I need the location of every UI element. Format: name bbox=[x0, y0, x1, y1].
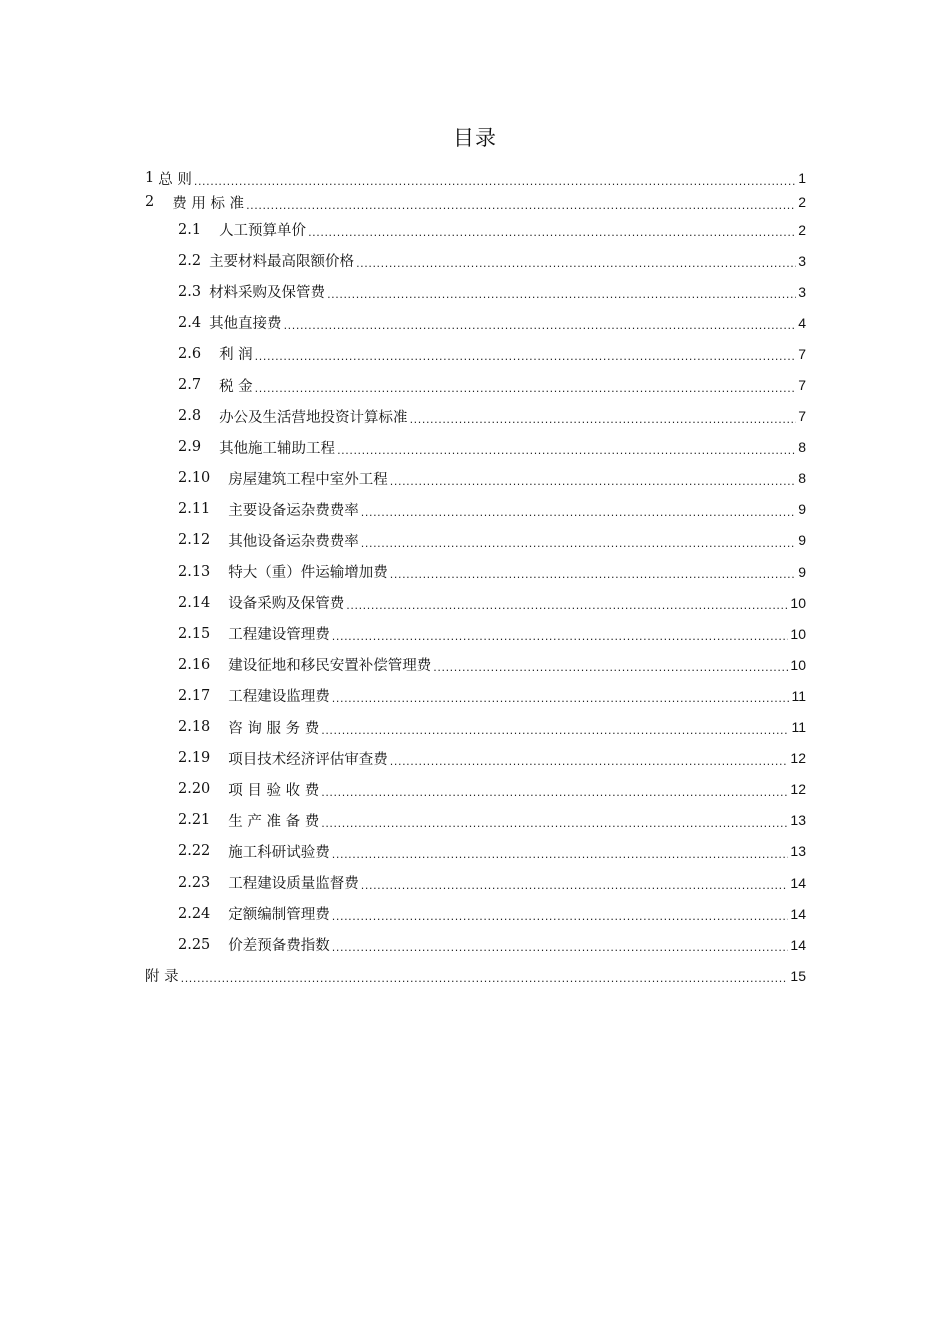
toc-entry-page: 7 bbox=[798, 345, 806, 362]
dot-leader bbox=[332, 911, 789, 922]
toc-entry-label: 施工科研试验费 bbox=[228, 844, 330, 861]
toc-entry-page: 15 bbox=[790, 967, 806, 984]
toc-entry-page: 13 bbox=[790, 843, 806, 860]
toc-entry-label: 办公及生活营地投资计算标准 bbox=[219, 409, 408, 426]
toc-entry[interactable] bbox=[145, 898, 806, 929]
toc-entry-number: 2.20 bbox=[178, 781, 211, 798]
toc-entry[interactable] bbox=[145, 307, 806, 338]
toc-entry-label: 特大（重）件运输增加费 bbox=[228, 565, 388, 582]
toc-entry-number: 2.23 bbox=[178, 874, 211, 891]
dot-leader bbox=[308, 227, 796, 238]
toc-entry-page: 7 bbox=[798, 408, 806, 425]
toc-entry-page: 14 bbox=[790, 905, 806, 922]
toc-entry[interactable] bbox=[145, 867, 806, 898]
toc-entry-number: 2.16 bbox=[178, 656, 211, 673]
toc-entry[interactable] bbox=[145, 369, 806, 400]
toc-entry-label: 定额编制管理费 bbox=[228, 907, 330, 924]
toc-entry[interactable] bbox=[145, 525, 806, 556]
toc-entry-label: 主要材料最高限额价格 bbox=[209, 254, 355, 271]
toc-entry-page: 3 bbox=[798, 252, 806, 269]
toc-entry-page: 7 bbox=[798, 377, 806, 394]
toc-entry-page: 11 bbox=[791, 687, 806, 704]
toc-entry-number: 2.8 bbox=[178, 408, 202, 425]
toc-entry-page: 11 bbox=[791, 719, 806, 736]
table-of-contents bbox=[145, 166, 806, 991]
toc-entry-page: 10 bbox=[790, 625, 806, 642]
toc-entry-label: 工程建设管理费 bbox=[228, 627, 330, 644]
toc-entry[interactable] bbox=[145, 401, 806, 432]
toc-entry-number: 2.7 bbox=[178, 377, 202, 394]
dot-leader bbox=[194, 176, 796, 187]
toc-entry-label: 总 则 bbox=[158, 171, 192, 188]
toc-entry[interactable] bbox=[145, 166, 806, 190]
toc-entry-page: 9 bbox=[798, 501, 806, 518]
toc-entry-page: 13 bbox=[790, 812, 806, 829]
toc-entry[interactable] bbox=[145, 338, 806, 369]
toc-entry[interactable] bbox=[145, 680, 806, 711]
toc-entry-page: 12 bbox=[790, 750, 806, 767]
toc-entry[interactable] bbox=[145, 432, 806, 463]
dot-leader bbox=[321, 725, 789, 736]
dot-leader bbox=[410, 414, 796, 425]
toc-entry[interactable] bbox=[145, 929, 806, 960]
toc-entry-page: 9 bbox=[798, 563, 806, 580]
toc-entry[interactable] bbox=[145, 494, 806, 525]
toc-entry-label: 项 目 验 收 费 bbox=[228, 782, 320, 799]
toc-entry-page: 12 bbox=[790, 781, 806, 798]
toc-entry-number: 2.17 bbox=[178, 687, 211, 704]
toc-entry-number: 2.1 bbox=[178, 221, 202, 238]
toc-entry-page: 3 bbox=[798, 283, 806, 300]
toc-entry[interactable] bbox=[145, 712, 806, 743]
toc-entry-page: 14 bbox=[790, 936, 806, 953]
toc-entry-number: 2.9 bbox=[178, 439, 202, 456]
toc-entry-label: 工程建设监理费 bbox=[228, 689, 330, 706]
toc-entry-number: 2.24 bbox=[178, 905, 211, 922]
toc-entry-number: 2.18 bbox=[178, 719, 211, 736]
toc-entry-number: 2.2 bbox=[178, 252, 202, 269]
dot-leader bbox=[361, 538, 796, 549]
toc-entry-label: 咨 询 服 务 费 bbox=[228, 720, 320, 737]
dot-leader bbox=[361, 880, 789, 891]
toc-entry-label: 建设征地和移民安置补偿管理费 bbox=[228, 658, 432, 675]
toc-entry-number: 1 bbox=[145, 170, 155, 186]
dot-leader bbox=[337, 445, 796, 456]
toc-entry-number: 2.21 bbox=[178, 812, 211, 829]
toc-entry[interactable] bbox=[145, 276, 806, 307]
dot-leader bbox=[255, 351, 796, 362]
toc-entry-page: 4 bbox=[798, 314, 806, 331]
toc-entry-number: 2 bbox=[145, 194, 155, 210]
toc-entry-number: 2.4 bbox=[178, 314, 202, 331]
toc-entry-page: 14 bbox=[790, 874, 806, 891]
toc-entry-number: 2.10 bbox=[178, 470, 211, 487]
toc-entry-page: 10 bbox=[790, 656, 806, 673]
dot-leader bbox=[332, 849, 789, 860]
toc-entry[interactable] bbox=[145, 190, 806, 214]
dot-leader bbox=[390, 756, 789, 767]
dot-leader bbox=[433, 662, 788, 673]
toc-entry[interactable] bbox=[145, 960, 806, 991]
dot-leader bbox=[356, 258, 796, 269]
toc-entry-page: 2 bbox=[798, 194, 806, 210]
toc-entry-label: 项目技术经济评估审查费 bbox=[228, 751, 388, 768]
toc-entry[interactable] bbox=[145, 649, 806, 680]
toc-entry-page: 8 bbox=[798, 439, 806, 456]
toc-entry-label: 生 产 准 备 费 bbox=[228, 813, 320, 830]
dot-leader bbox=[390, 569, 796, 580]
toc-entry[interactable] bbox=[145, 587, 806, 618]
dot-leader bbox=[332, 631, 789, 642]
toc-entry-page: 2 bbox=[798, 221, 806, 238]
toc-entry-number: 2.19 bbox=[178, 750, 211, 767]
toc-entry-number: 2.3 bbox=[178, 283, 202, 300]
dot-leader bbox=[332, 693, 790, 704]
toc-entry-page: 1 bbox=[798, 170, 806, 186]
toc-entry-number: 2.14 bbox=[178, 594, 211, 611]
toc-entry-label: 主要设备运杂费费率 bbox=[228, 502, 359, 519]
toc-entry[interactable] bbox=[145, 618, 806, 649]
dot-leader bbox=[246, 200, 796, 211]
toc-entry-number: 2.6 bbox=[178, 345, 202, 362]
dot-leader bbox=[390, 476, 796, 487]
toc-entry[interactable] bbox=[145, 214, 806, 245]
toc-entry-label: 人工预算单价 bbox=[219, 223, 307, 240]
toc-entry-label: 利 润 bbox=[219, 347, 253, 364]
toc-entry[interactable] bbox=[145, 463, 806, 494]
toc-entry-page: 9 bbox=[798, 532, 806, 549]
toc-entry-label: 其他施工辅助工程 bbox=[219, 440, 336, 457]
toc-entry[interactable] bbox=[145, 556, 806, 587]
dot-leader bbox=[346, 600, 788, 611]
page-title: 目录 bbox=[453, 126, 497, 150]
toc-entry-number: 2.15 bbox=[178, 625, 211, 642]
toc-entry-number: 2.22 bbox=[178, 843, 211, 860]
dot-leader bbox=[284, 320, 796, 331]
dot-leader bbox=[361, 507, 796, 518]
toc-entry-page: 10 bbox=[790, 594, 806, 611]
toc-entry-number: 2.25 bbox=[178, 936, 211, 953]
toc-entry-label: 工程建设质量监督费 bbox=[228, 876, 359, 893]
toc-entry-label: 设备采购及保管费 bbox=[228, 596, 345, 613]
dot-leader bbox=[321, 787, 788, 798]
toc-entry-label: 其他直接费 bbox=[209, 316, 282, 333]
dot-leader bbox=[255, 383, 796, 394]
toc-entry-page: 8 bbox=[798, 470, 806, 487]
toc-entry-number: 2.12 bbox=[178, 532, 211, 549]
toc-entry-label: 其他设备运杂费费率 bbox=[228, 533, 359, 550]
dot-leader bbox=[332, 942, 789, 953]
toc-entry-label: 房屋建筑工程中室外工程 bbox=[228, 471, 388, 488]
toc-entry-label: 费 用 标 准 bbox=[172, 195, 245, 212]
toc-entry-label: 税 金 bbox=[219, 378, 253, 395]
toc-entry-label: 价差预备费指数 bbox=[228, 938, 330, 955]
toc-entry[interactable] bbox=[145, 245, 806, 276]
toc-entry-label: 材料采购及保管费 bbox=[209, 285, 326, 302]
toc-entry-number: 2.13 bbox=[178, 563, 211, 580]
dot-leader bbox=[321, 818, 788, 829]
toc-entry[interactable] bbox=[145, 805, 806, 836]
dot-leader bbox=[327, 289, 796, 300]
toc-entry[interactable] bbox=[145, 836, 806, 867]
toc-entry-label: 附 录 bbox=[145, 969, 179, 986]
dot-leader bbox=[181, 973, 789, 984]
toc-entry[interactable] bbox=[145, 743, 806, 774]
toc-entry-number: 2.11 bbox=[178, 501, 211, 518]
toc-entry[interactable] bbox=[145, 774, 806, 805]
